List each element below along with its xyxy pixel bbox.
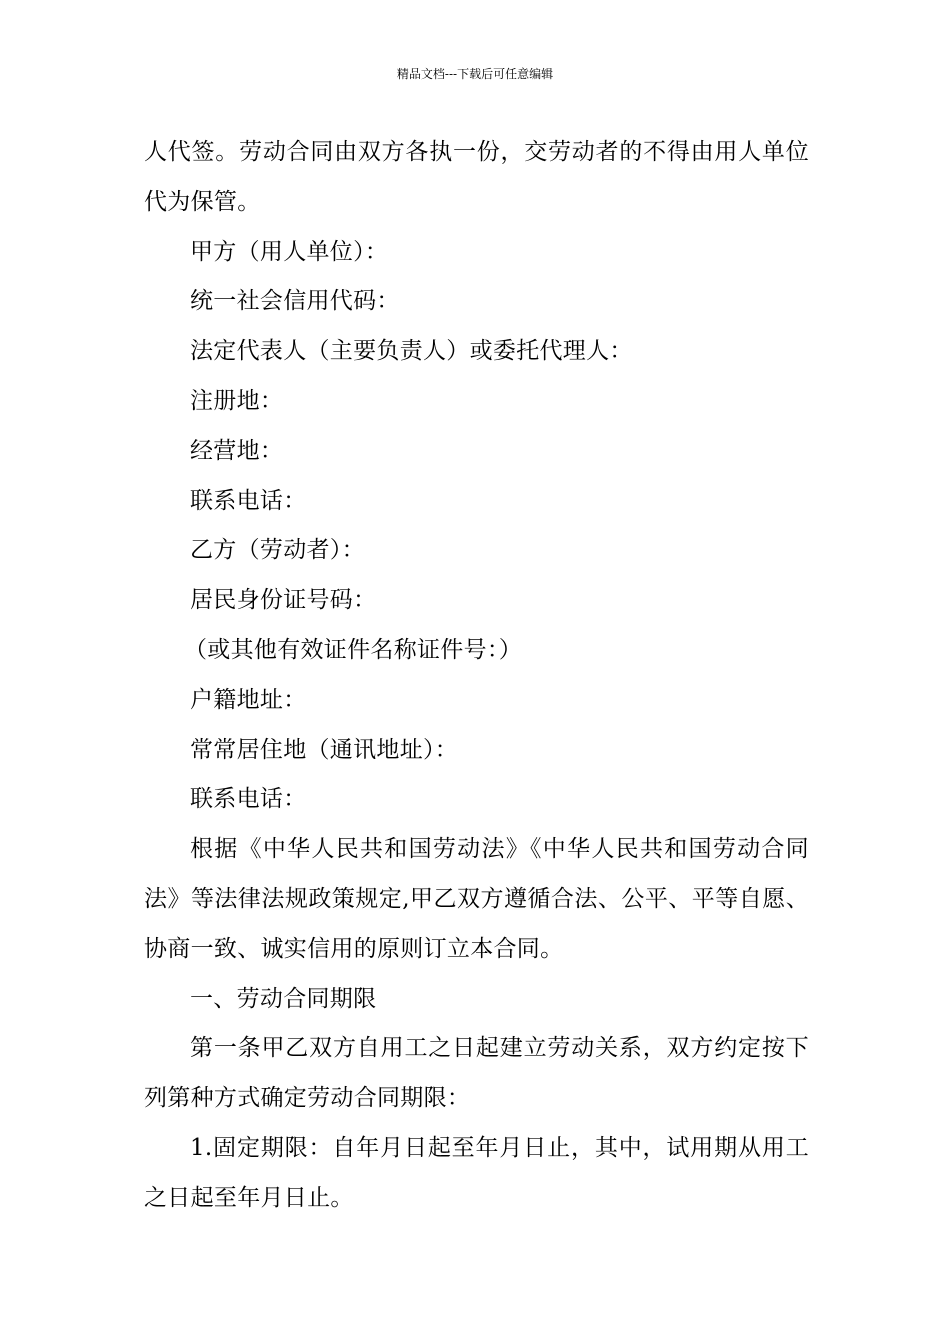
- party-a-phone-label: 联系电话：: [190, 487, 307, 514]
- legal-representative-label: 法定代表人（主要负责人）或委托代理人：: [190, 338, 633, 365]
- party-a-label: 甲方（用人单位）：: [190, 238, 389, 265]
- registered-address-label: 注册地：: [190, 387, 284, 414]
- party-b-label: 乙方（劳动者）：: [190, 537, 365, 564]
- article-one-paragraph: 第一条甲乙双方自用工之日起建立劳动关系，双方约定按下列第种方式确定劳动合同期限：: [144, 1035, 809, 1112]
- paragraph-continuation: 人代签。劳动合同由双方各执一份，交劳动者的不得由用人单位代为保管。: [144, 139, 809, 215]
- business-address-label: 经营地：: [190, 437, 284, 464]
- page-header: 精品文档---下载后可任意编辑: [396, 67, 554, 81]
- id-number-label: 居民身份证号码：: [190, 587, 377, 614]
- residence-address-label: 常常居住地（通讯地址）：: [190, 736, 459, 763]
- legal-basis-paragraph: 根据《中华人民共和国劳动法》《中华人民共和国劳动合同法》等法律法规政策规定,甲乙双方遵循合法、公平、平等自愿、协商一致、诚实信用的原则订立本合同。: [144, 836, 809, 962]
- household-address-label: 户籍地址：: [190, 686, 307, 713]
- other-id-label: （或其他有效证件名称证件号：）: [184, 636, 522, 663]
- document-body: [144, 128, 809, 1224]
- fixed-term-paragraph: 1.固定期限：自年月日起至年月日止，其中，试用期从用工之日起至年月日止。: [144, 1134, 809, 1211]
- party-b-phone-label: 联系电话：: [190, 786, 307, 813]
- section-heading-contract-term: 一、劳动合同期限: [190, 985, 377, 1012]
- credit-code-label: 统一社会信用代码：: [190, 288, 400, 315]
